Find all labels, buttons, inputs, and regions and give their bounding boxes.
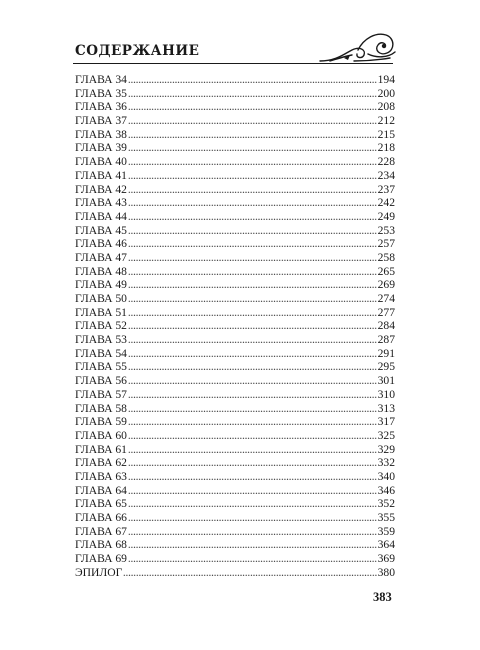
toc-entry-label: ГЛАВА 52 [75,319,127,333]
toc-entry [75,114,395,128]
toc-dot-leader [128,471,377,480]
toc-entry-label: ГЛАВА 36 [75,100,127,114]
toc-entry [75,470,395,484]
toc-entry [75,525,395,539]
toc-entry-label: ГЛАВА 59 [75,415,127,429]
toc-entry-label: ГЛАВА 62 [75,456,127,470]
toc-entry-label: ГЛАВА 41 [75,168,127,182]
toc-entry-page: 329 [377,442,395,456]
toc-entry-page: 237 [377,182,395,196]
toc-entry-page: 317 [377,415,395,429]
toc-entry-label: ГЛАВА 54 [75,346,127,360]
toc-dot-leader [128,293,377,302]
toc-entry-label: ГЛАВА 60 [75,428,127,442]
toc-entry-page: 212 [377,114,395,128]
toc-entry [75,155,395,169]
section-title: СОДЕРЖАНИЕ [75,43,200,59]
toc-entry [75,265,395,279]
toc-entry-label: ГЛАВА 40 [75,155,127,169]
toc-dot-leader [128,156,377,165]
toc-dot-leader [128,457,377,466]
toc-entry [75,538,395,552]
toc-entry-page: 269 [377,278,395,292]
toc-entry-page: 325 [377,428,395,442]
toc-entry [75,402,395,416]
toc-dot-leader [128,88,377,97]
page-number: 383 [373,590,392,604]
toc-dot-leader [128,485,377,494]
toc-entry-label: ГЛАВА 47 [75,250,127,264]
toc-entry-page: 313 [377,401,395,415]
toc-entry-label: ГЛАВА 57 [75,387,127,401]
toc-entry [75,87,395,101]
toc-entry-label: ГЛАВА 48 [75,264,127,278]
toc-entry-page: 257 [377,237,395,251]
toc-dot-leader [128,348,377,357]
toc-dot-leader [128,142,377,151]
toc-entry [75,128,395,142]
toc-entry-page: 310 [377,387,395,401]
toc-entry [75,73,395,87]
toc-entry [75,497,395,511]
toc-entry-page: 258 [377,250,395,264]
toc-entry-page: 291 [377,346,395,360]
toc-dot-leader [128,444,377,453]
toc-entry-label: ГЛАВА 65 [75,497,127,511]
toc-entry-page: 301 [377,374,395,388]
toc-entry-label: ЭПИЛОГ [75,565,123,579]
toc-entry [75,169,395,183]
toc-entry-page: 200 [377,86,395,100]
toc-dot-leader [128,74,377,83]
toc-entry-label: ГЛАВА 55 [75,360,127,374]
toc-entry-page: 253 [377,223,395,237]
toc-entry [75,415,395,429]
toc-entry-page: 380 [377,565,395,579]
toc-dot-leader [128,307,377,316]
toc-entry-page: 352 [377,497,395,511]
toc-dot-leader [128,526,377,535]
toc-dot-leader [128,184,377,193]
toc-entry [75,484,395,498]
toc-entry [75,306,395,320]
toc-dot-leader [128,361,377,370]
toc-dot-leader [128,403,377,412]
toc-entry-page: 277 [377,305,395,319]
toc-dot-leader [128,334,377,343]
toc-entry-label: ГЛАВА 37 [75,114,127,128]
toc-dot-leader [128,512,377,521]
toc-entry-label: ГЛАВА 45 [75,223,127,237]
header-divider [73,63,393,64]
toc-entry-label: ГЛАВА 66 [75,511,127,524]
toc-dot-leader [128,416,377,425]
toc-entry-page: 284 [377,319,395,333]
toc-entry [75,292,395,306]
toc-entry-page: 355 [377,511,395,524]
toc-dot-leader [123,567,376,576]
toc-entry [75,456,395,470]
toc-dot-leader [128,101,377,110]
toc-dot-leader [128,375,377,384]
toc-entry-label: ГЛАВА 58 [75,401,127,415]
toc-entry-label: ГЛАВА 56 [75,374,127,388]
toc-entry [75,429,395,443]
toc-entry [75,443,395,457]
toc-entry [75,141,395,155]
table-of-contents [75,73,395,579]
toc-dot-leader [128,389,377,398]
toc-entry-label: ГЛАВА 64 [75,483,127,497]
toc-entry-label: ГЛАВА 42 [75,182,127,196]
toc-entry [75,566,395,580]
toc-dot-leader [128,320,377,329]
toc-entry-label: ГЛАВА 53 [75,333,127,347]
toc-entry-page: 287 [377,333,395,347]
toc-entry-page: 369 [377,552,395,566]
toc-dot-leader [128,170,377,179]
toc-entry-page: 346 [377,483,395,497]
toc-entry-label: ГЛАВА 39 [75,141,127,155]
toc-entry [75,100,395,114]
toc-entry-label: ГЛАВА 63 [75,469,127,483]
toc-entry-page: 332 [377,456,395,470]
toc-entry-label: ГЛАВА 34 [75,73,127,86]
toc-entry [75,224,395,238]
toc-dot-leader [128,539,377,548]
toc-entry-label: ГЛАВА 49 [75,278,127,292]
toc-entry-page: 265 [377,264,395,278]
toc-entry [75,237,395,251]
toc-dot-leader [128,252,377,261]
toc-entry-label: ГЛАВА 35 [75,86,127,100]
toc-entry-label: ГЛАВА 38 [75,127,127,141]
toc-entry-page: 215 [377,127,395,141]
toc-entry-label: ГЛАВА 61 [75,442,127,456]
toc-dot-leader [128,430,377,439]
toc-entry [75,251,395,265]
toc-dot-leader [128,238,377,247]
toc-dot-leader [128,225,377,234]
toc-dot-leader [128,197,377,206]
toc-entry-page: 208 [377,100,395,114]
toc-entry [75,552,395,566]
toc-entry [75,278,395,292]
toc-entry [75,183,395,197]
toc-entry-page: 194 [377,73,395,86]
toc-entry-label: ГЛАВА 50 [75,292,127,305]
toc-entry-label: ГЛАВА 67 [75,524,127,538]
toc-entry-page: 364 [377,538,395,552]
toc-dot-leader [128,129,377,138]
toc-entry-page: 249 [377,209,395,223]
toc-entry [75,196,395,210]
toc-entry-label: ГЛАВА 51 [75,305,127,319]
ornament-flourish-icon [318,28,398,64]
toc-entry [75,511,395,525]
toc-dot-leader [128,553,377,562]
toc-dot-leader [128,498,377,507]
toc-entry [75,210,395,224]
toc-entry [75,347,395,361]
toc-entry [75,360,395,374]
toc-entry-page: 242 [377,196,395,210]
toc-entry [75,319,395,333]
toc-entry-page: 234 [377,168,395,182]
toc-dot-leader [128,115,377,124]
toc-entry [75,388,395,402]
toc-entry-page: 218 [377,141,395,155]
toc-entry-label: ГЛАВА 44 [75,209,127,223]
toc-entry-page: 228 [377,155,395,169]
toc-entry-page: 295 [377,360,395,374]
toc-entry-label: ГЛАВА 69 [75,552,127,566]
toc-entry-label: ГЛАВА 46 [75,237,127,251]
toc-entry-label: ГЛАВА 68 [75,538,127,552]
toc-entry-page: 340 [377,469,395,483]
toc-dot-leader [128,266,377,275]
toc-entry-page: 359 [377,524,395,538]
toc-dot-leader [128,279,377,288]
toc-entry [75,333,395,347]
toc-entry [75,374,395,388]
toc-dot-leader [128,211,377,220]
toc-entry-page: 274 [377,292,395,305]
toc-entry-label: ГЛАВА 43 [75,196,127,210]
